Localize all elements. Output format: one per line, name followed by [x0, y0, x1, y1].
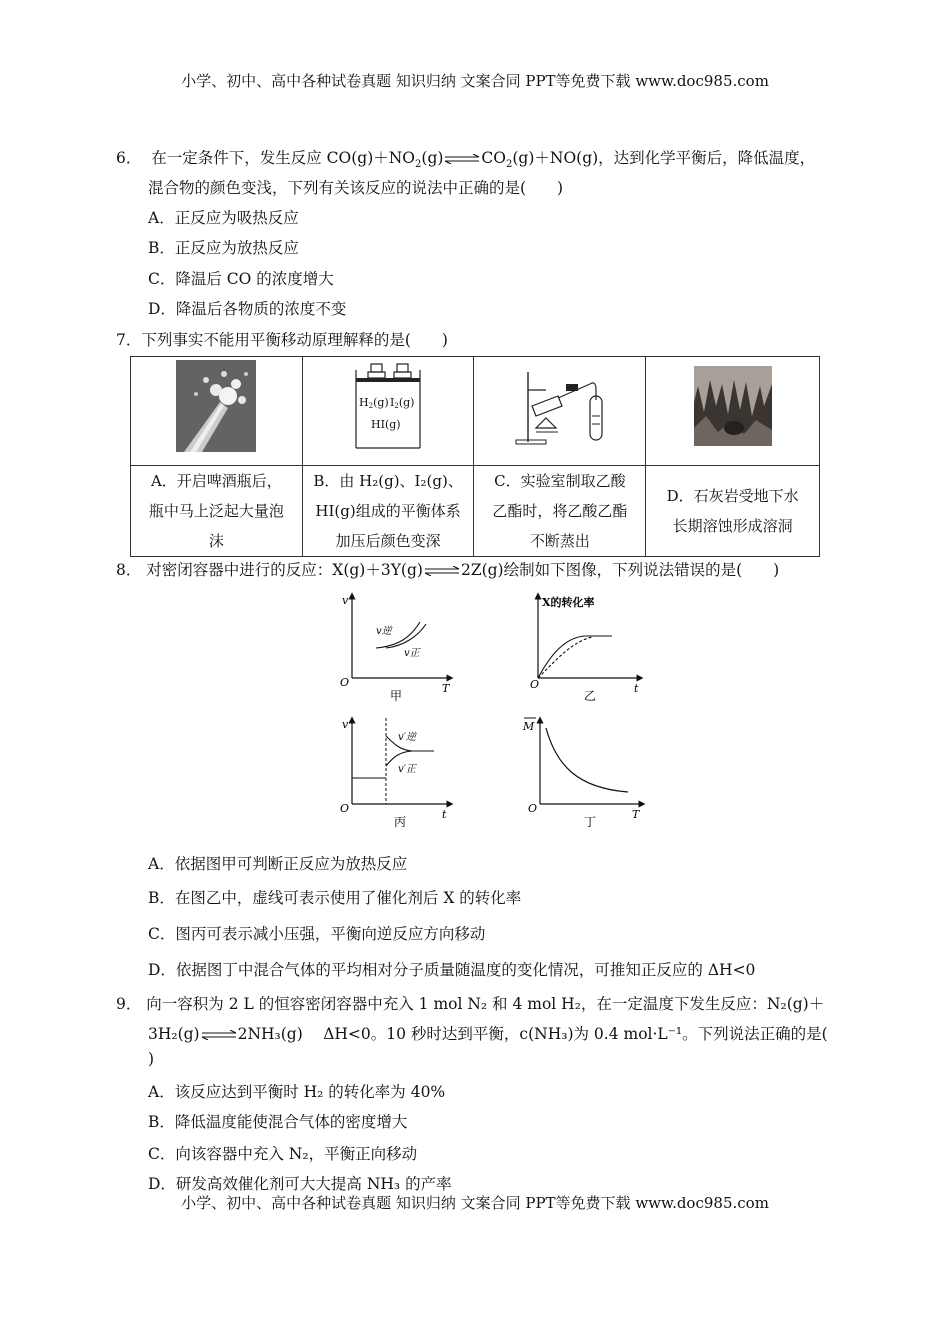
q7-image-b-cell	[302, 357, 474, 466]
graph-yi	[528, 592, 648, 704]
q7-caption-c: C．实验室制取乙酸 乙酯时，将乙酸乙酯 不断蒸出	[474, 466, 646, 557]
limestone-cave-image	[694, 366, 772, 446]
q7-caption-d: D．石灰岩受地下水 长期溶蚀形成溶洞	[646, 466, 820, 557]
q8-option-b: B．在图乙中，虚线可表示使用了催化剂后 X 的转化率	[148, 889, 522, 907]
jia-curve1-label: v逆	[376, 626, 392, 637]
equilibrium-arrow-icon	[423, 566, 461, 576]
equilibrium-arrow-icon	[200, 1030, 238, 1040]
q6-option-c: C．降温后 CO 的浓度增大	[148, 270, 334, 288]
piston-container-diagram	[353, 360, 423, 452]
graph-jia-name: 甲	[390, 689, 403, 703]
svg-text:O: O	[530, 678, 540, 691]
svg-text:v: v	[342, 594, 349, 607]
q6-option-b: B．正反应为放热反应	[148, 239, 299, 257]
q8-option-c: C．图丙可表示减小压强，平衡向逆反应方向移动	[148, 925, 486, 943]
q7-table	[130, 356, 820, 557]
bing-curve2-label: v′正	[398, 764, 416, 775]
q8-stem: 8． 对密闭容器中进行的反应：X(g)＋3Y(g) 2Z(g)绘制如下图像，下列说法错误的是( )	[116, 561, 780, 579]
svg-text:O: O	[528, 802, 538, 815]
svg-text:H2(g): H2(g)	[359, 396, 389, 410]
q9-option-b: B．降低温度能使混合气体的密度增大	[148, 1113, 408, 1131]
graph-ding	[520, 714, 650, 830]
svg-text:X的转化率: X的转化率	[542, 596, 595, 609]
q7-caption-a: A．开启啤酒瓶后， 瓶中马上泛起大量泡 沫	[131, 466, 303, 557]
q6-option-a: A．正反应为吸热反应	[148, 209, 299, 227]
q9-line2: 3H₂(g) 2NH₃(g) ΔH<0。10 秒时达到平衡，c(NH₃)为 0.4 mol·L⁻¹。下列说法正确的是(	[148, 1025, 828, 1043]
q7-caption-b: B．由 H₂(g)、I₂(g)、 HI(g)组成的平衡体系 加压后颜色变深	[302, 466, 474, 557]
ester-distillation-apparatus	[510, 366, 610, 446]
q6-number: 6．	[116, 149, 142, 167]
q9-option-d: D．研发高效催化剂可大大提高 NH₃ 的产率	[148, 1175, 452, 1193]
q8-option-a: A．依据图甲可判断正反应为放热反应	[148, 855, 408, 873]
graph-bing	[338, 714, 458, 830]
jia-curve2-label: v正	[404, 648, 420, 659]
graph-bing-name: 丙	[394, 815, 407, 829]
beer-bottle-foam-image	[176, 360, 256, 452]
q9-option-a: A．该反应达到平衡时 H₂ 的转化率为 40%	[148, 1083, 446, 1101]
graph-jia	[338, 592, 458, 704]
q6-line2: 混合物的颜色变浅，下列有关该反应的说法中正确的是( )	[148, 179, 564, 197]
svg-text:O: O	[340, 802, 350, 815]
equilibrium-arrow-icon	[443, 154, 481, 164]
bing-curve1-label: v′逆	[398, 732, 416, 743]
q7-stem: 7．下列事实不能用平衡移动原理解释的是( )	[116, 331, 448, 349]
q6-option-d: D．降温后各物质的浓度不变	[148, 300, 347, 318]
q9-option-c: C．向该容器中充入 N₂，平衡正向移动	[148, 1145, 418, 1163]
graph-yi-name: 乙	[584, 689, 597, 703]
svg-text:v: v	[342, 718, 349, 731]
page-footer: 小学、初中、高中各种试卷真题 知识归纳 文案合同 PPT等免费下载 www.doc985.com	[181, 1194, 769, 1212]
svg-text:M: M	[523, 720, 535, 733]
svg-text:I2(g): I2(g)	[390, 396, 415, 410]
svg-text:t: t	[442, 808, 447, 821]
svg-text:T: T	[632, 808, 640, 821]
graph-ding-name: 丁	[584, 815, 597, 829]
page-header: 小学、初中、高中各种试卷真题 知识归纳 文案合同 PPT等免费下载 www.doc985.com	[181, 72, 769, 90]
svg-text:T: T	[442, 682, 450, 695]
svg-text:t: t	[634, 682, 639, 695]
svg-text:O: O	[340, 676, 350, 689]
q7-image-c-cell	[474, 357, 646, 466]
q9-line3: )	[148, 1050, 155, 1068]
q9-line1: 9． 向一容积为 2 L 的恒容密闭容器中充入 1 mol N₂ 和 4 mol H₂，在一定温度下发生反应：N₂(g)＋	[116, 995, 825, 1013]
q7-image-a-cell	[131, 357, 303, 466]
svg-text:HI(g): HI(g)	[371, 418, 401, 431]
q7-image-d-cell	[646, 357, 820, 466]
q6-line1: 6． 在一定条件下，发生反应 $CO(g)+NO_2(g)$ $CO_2(g)+NO(g)$，达到化学平衡后，降低温度，	[116, 149, 816, 171]
q8-option-d: D．依据图丁中混合气体的平均相对分子质量随温度的变化情况，可推知正反应的 ΔH<0	[148, 961, 756, 979]
